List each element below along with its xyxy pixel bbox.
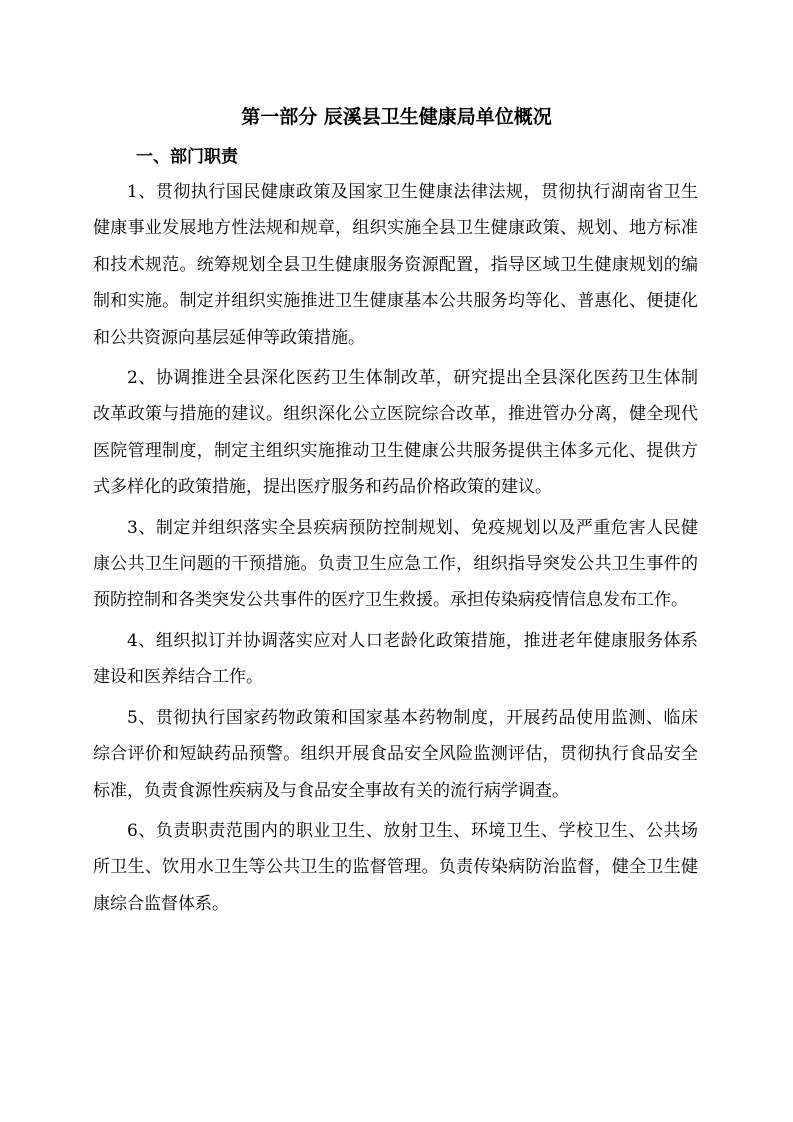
paragraph-2: 2、协调推进全县深化医药卫生体制改革，研究提出全县深化医药卫生体制改革政策与措施的建议。组织深化公立医院综合改革，推进管办分离，健全现代医院管理制度，制定主组织实施推动卫生健康公共服务提供主体多元化、提供方式多样化的政策措施，提出医疗服务和药品价格政策的建议。 <box>93 368 698 498</box>
paragraph-6: 6、负责职责范围内的职业卫生、放射卫生、环境卫生、学校卫生、公共场所卫生、饮用水卫生等公共卫生的监督管理。负责传染病防治监督，健全卫生健康综合监督体系。 <box>93 820 698 914</box>
paragraph-5: 5、贯彻执行国家药物政策和国家基本药物制度，开展药品使用监测、临床综合评价和短缺药品预警。组织开展食品安全风险监测评估，贯彻执行食品安全标准，负责食源性疾病及与食品安全事故有关的流行病学调查。 <box>93 707 698 801</box>
paragraph-1: 1、贯彻执行国民健康政策及国家卫生健康法律法规，贯彻执行湖南省卫生健康事业发展地方性法规和规章，组织实施全县卫生健康政策、规划、地方标准和技术规范。统筹规划全县卫生健康服务资源配置，指导区域卫生健康规划的编制和实施。制定并组织实施推进卫生健康基本公共服务均等化、普惠化、便捷化和公共资源向基层延伸等政策措施。 <box>93 182 698 348</box>
section-heading: 一、部门职责 <box>136 147 238 167</box>
body-text <box>93 174 698 926</box>
paragraph-4: 4、组织拟订并协调落实应对人口老龄化政策措施，推进老年健康服务体系建设和医养结合工作。 <box>93 630 698 688</box>
paragraph-3: 3、制定并组织落实全县疾病预防控制规划、免疫规划以及严重危害人民健康公共卫生问题的干预措施。负责卫生应急工作，组织指导突发公共卫生事件的预防控制和各类突发公共事件的医疗卫生救援。承担传染病疫情信息发布工作。 <box>93 517 698 611</box>
page-title: 第一部分 辰溪县卫生健康局单位概况 <box>241 106 552 128</box>
